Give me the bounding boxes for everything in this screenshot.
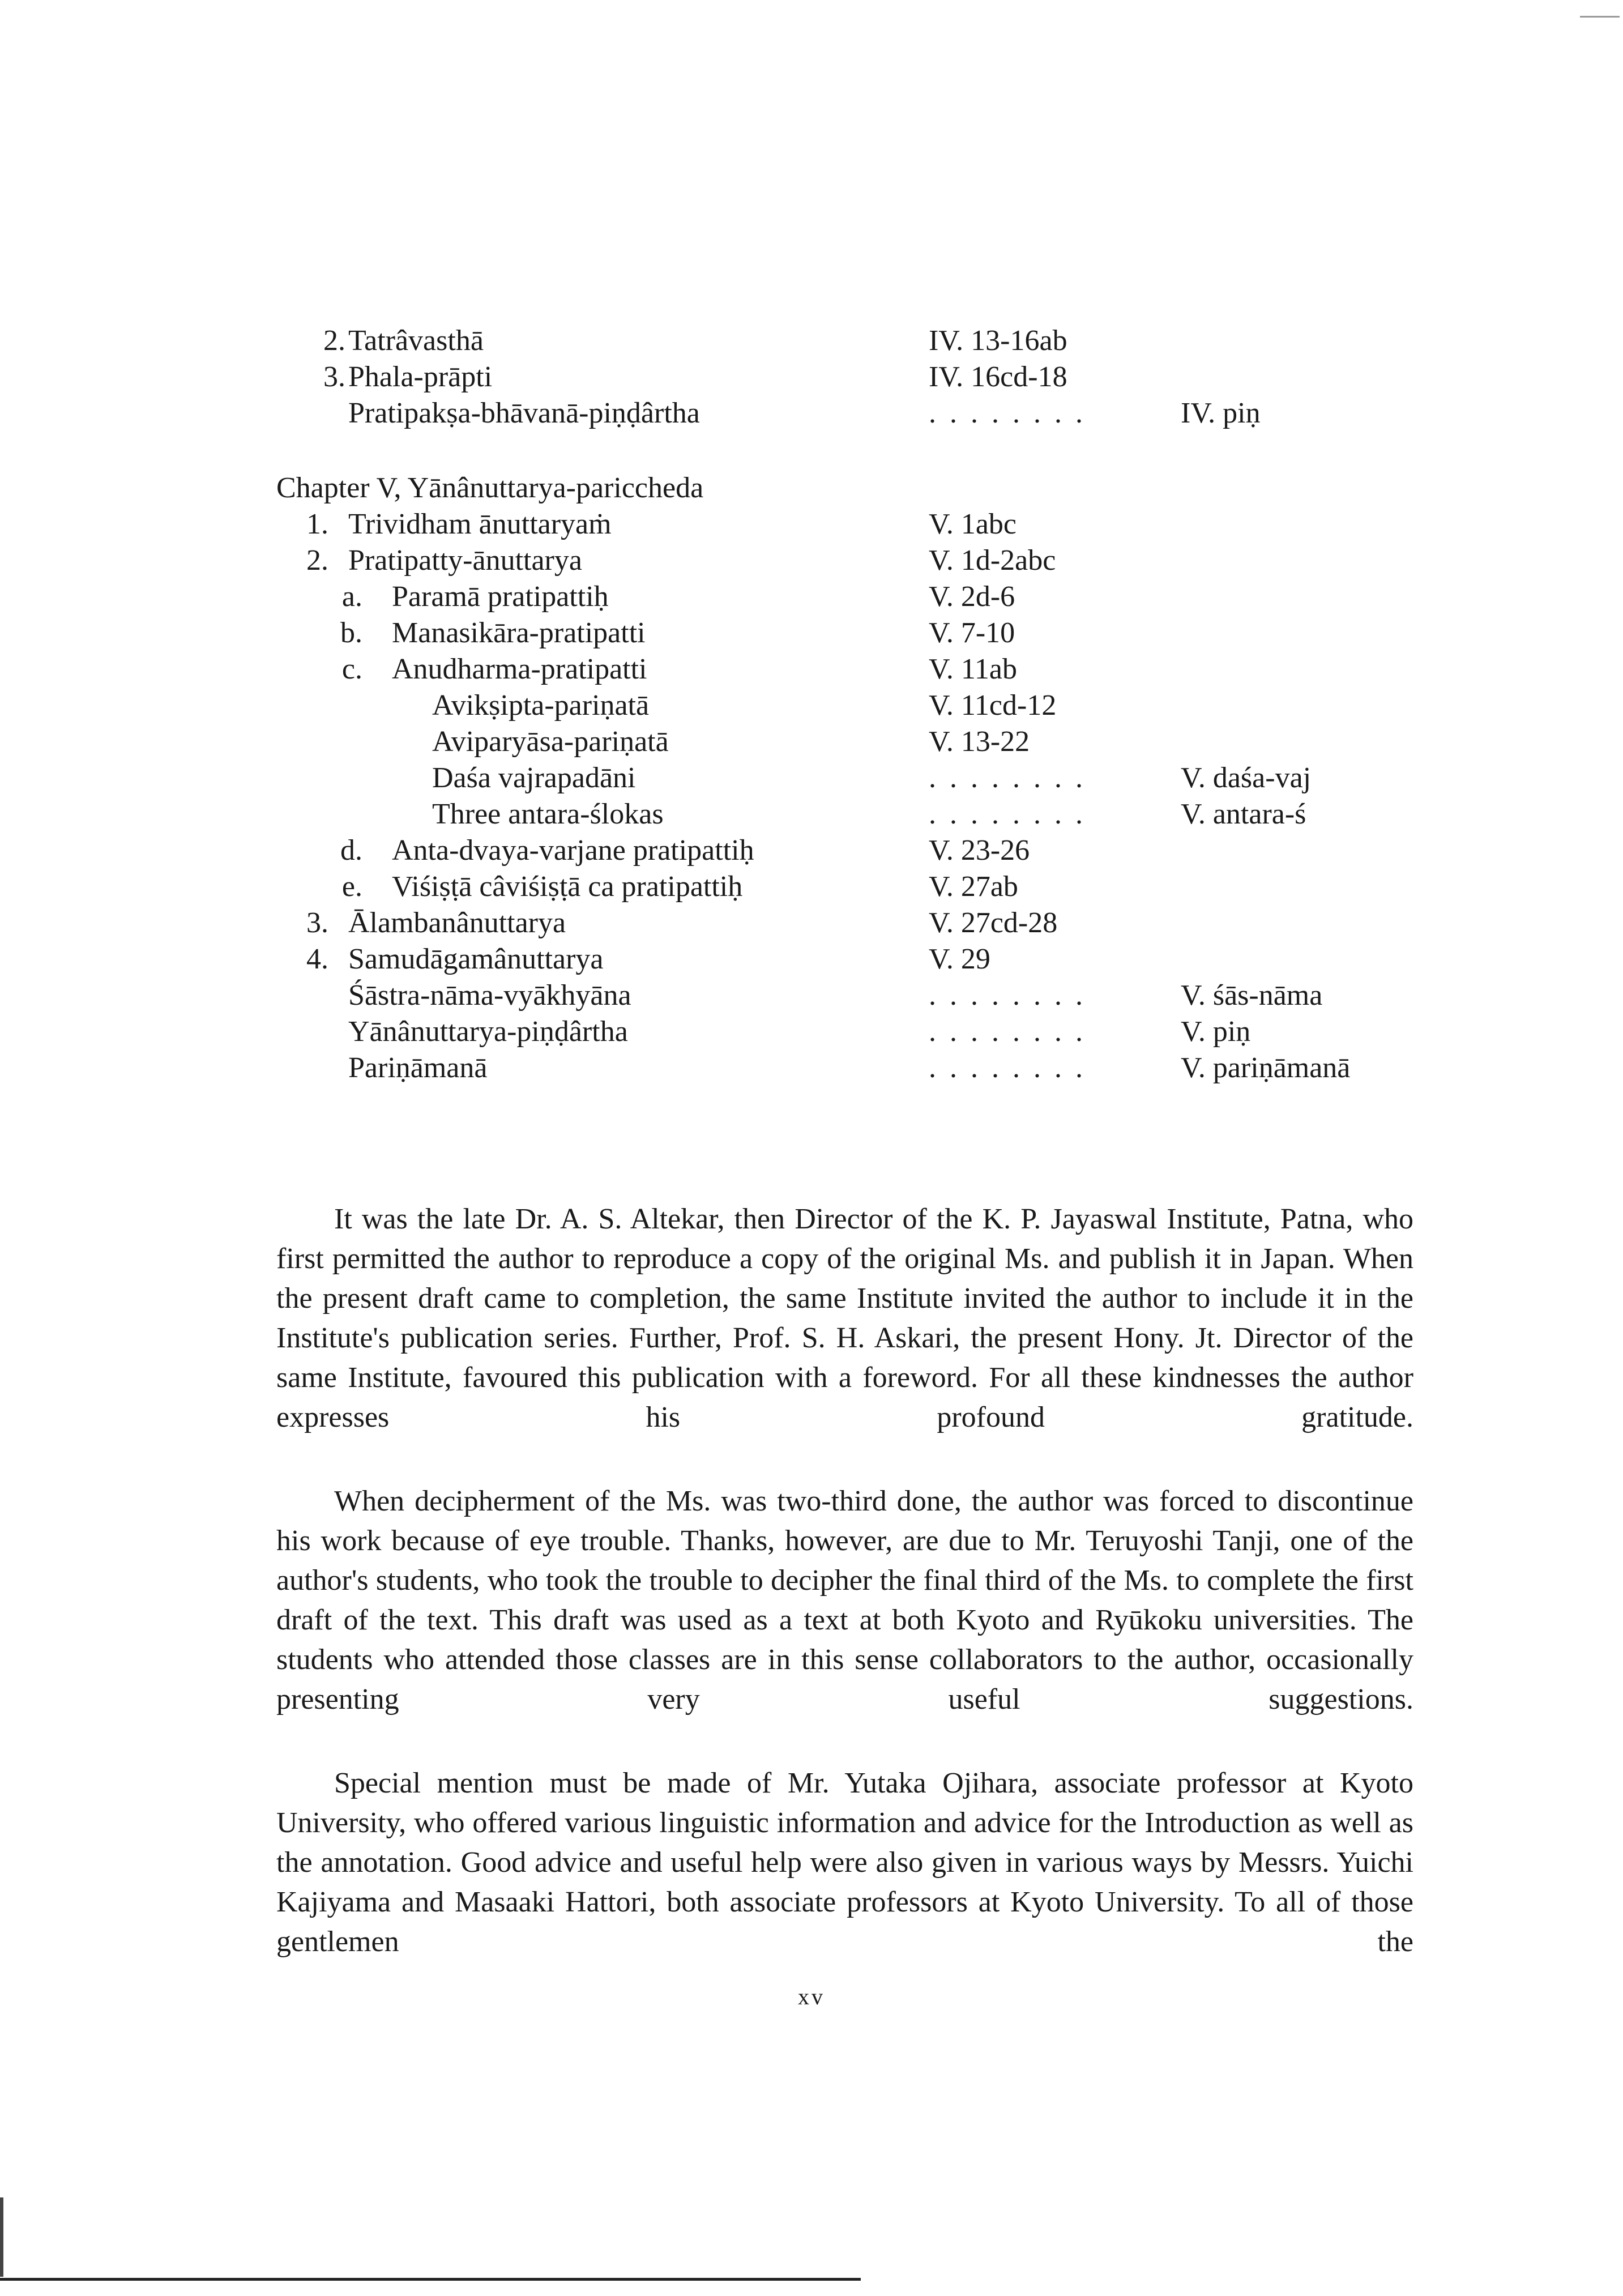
toc-title: Pariṇāmanā (348, 1052, 488, 1084)
toc-title: Manasikāra-pratipatti (392, 617, 646, 649)
toc-verse-ref: IV. 16cd-18 (929, 361, 1067, 393)
toc-title: Yānânuttarya-piṇḍârtha (348, 1015, 628, 1048)
toc-abbreviation: IV. piṇ (1181, 397, 1261, 429)
toc-dot-leader: ........ (929, 1052, 1096, 1084)
toc-row (0, 905, 1623, 941)
toc-number: 3. (323, 361, 345, 393)
toc-title: Daśa vajrapadāni (432, 762, 636, 794)
toc-row (0, 833, 1623, 869)
toc-row (0, 688, 1623, 724)
toc-title: Viśiṣṭā câviśiṣṭā ca pratipattiḥ (392, 870, 743, 903)
toc-title: Pratipakṣa-bhāvanā-piṇḍârtha (348, 397, 700, 429)
toc-row (0, 543, 1623, 579)
toc-title: Paramā pratipattiḥ (392, 581, 609, 613)
toc-verse-ref: V. 1d-2abc (929, 544, 1056, 577)
toc-dot-leader: ........ (929, 979, 1096, 1012)
toc-title: Aviparyāsa-pariṇatā (432, 725, 669, 758)
toc-title: Three antara-ślokas (432, 798, 664, 830)
toc-number: 4. (306, 943, 328, 975)
toc-number: 1. (306, 508, 328, 540)
body-paragraph: When decipherment of the Ms. was two-third done, the author was forced to discontinue his work because of eye trouble. Thanks, however, are due to Mr. Teruyoshi Tanji, one of the author's students, who took the trouble to decipher the final third of the Ms. to complete the first draft of the text. This draft was used as a text at both Kyoto and Ryūkoku universities. The students who attended those classes are in this sense collaborators to the author, occasionally presenting very useful suggestions. (276, 1485, 1413, 1715)
toc-verse-ref: V. 29 (929, 943, 990, 975)
toc-abbreviation: V. piṇ (1181, 1015, 1251, 1048)
toc-number: 2. (306, 544, 328, 577)
toc-verse-ref: IV. 13-16ab (929, 325, 1067, 357)
toc-title: Anta-dvaya-varjane pratipattiḥ (392, 834, 754, 867)
toc-number: c. (341, 653, 362, 685)
toc-verse-ref: V. 2d-6 (929, 581, 1015, 613)
toc-dot-leader: ........ (929, 397, 1096, 429)
toc-row (0, 615, 1623, 651)
toc-row (0, 978, 1623, 1014)
toc-row (0, 724, 1623, 760)
toc-row (0, 651, 1623, 688)
body-paragraph: Special mention must be made of Mr. Yutaka Ojihara, associate professor at Kyoto University, who offered various linguistic information and advice for the Introduction as well as the annotation. Good advice and useful help were also given in various ways by Messrs. Yuichi Kajiyama and Masaaki Hattori, both associate professors at Kyoto University. To all of those gentlemen the (276, 1767, 1413, 1958)
toc-title: Trividham ānuttaryaṁ (348, 508, 612, 540)
page-number: xv (798, 1984, 825, 2009)
toc-abbreviation: V. śās-nāma (1181, 979, 1323, 1012)
toc-chapter-heading (0, 470, 1623, 506)
toc-number: 3. (306, 907, 328, 939)
toc-row (0, 1014, 1623, 1050)
toc-dot-leader: ........ (929, 762, 1096, 794)
toc-dot-leader: ........ (929, 798, 1096, 830)
toc-row (0, 869, 1623, 905)
toc-number: d. (340, 834, 362, 867)
toc-verse-ref: V. 27ab (929, 870, 1018, 903)
toc-abbreviation: V. pariṇāmanā (1181, 1052, 1351, 1084)
toc-row (0, 579, 1623, 615)
toc-title: Chapter V, Yānânuttarya-pariccheda (276, 472, 704, 504)
toc-verse-ref: V. 7-10 (929, 617, 1015, 649)
toc-number: b. (340, 617, 362, 649)
toc-row (0, 395, 1623, 432)
toc-abbreviation: V. antara-ś (1181, 798, 1306, 830)
toc-title: Anudharma-pratipatti (392, 653, 647, 685)
toc-verse-ref: V. 1abc (929, 508, 1017, 540)
toc-number: a. (341, 581, 362, 613)
toc-title: Samudāgamânuttarya (348, 943, 604, 975)
toc-verse-ref: V. 11cd-12 (929, 689, 1057, 722)
toc-verse-ref: V. 23-26 (929, 834, 1030, 867)
toc-title: Pratipatty-ānuttarya (348, 544, 582, 577)
scan-edge-line (0, 2197, 3, 2277)
toc-number: e. (341, 870, 362, 903)
toc-title: Tatrâvasthā (348, 325, 484, 357)
toc-title: Śāstra-nāma-vyākhyāna (348, 979, 631, 1012)
body-paragraph: It was the late Dr. A. S. Altekar, then Director of the K. P. Jayaswal Institute, Patna, who first permitted the author to reproduce a copy of the original Ms. and publish it in Japan. When the present draft came to completion, the same Institute invited the author to include it in the Institute's publication series. Further, Prof. S. H. Askari, the present Hony. Jt. Director of the same Institute, favoured this publication with a foreword. For all these kindnesses the author expresses his profound gratitude. (276, 1203, 1413, 1433)
toc-row (0, 941, 1623, 978)
toc-row (0, 1050, 1623, 1086)
scan-edge-line (1580, 16, 1620, 18)
toc-row (0, 760, 1623, 796)
toc-title: Ālambanânuttarya (348, 907, 566, 939)
toc-title: Phala-prāpti (348, 361, 493, 393)
toc-title: Avikṣipta-pariṇatā (432, 689, 650, 722)
toc-verse-ref: V. 27cd-28 (929, 907, 1058, 939)
toc-number: 2. (323, 325, 345, 357)
toc-verse-ref: V. 11ab (929, 653, 1017, 685)
toc-abbreviation: V. daśa-vaj (1181, 762, 1312, 794)
toc-dot-leader: ........ (929, 1015, 1096, 1048)
toc-row (0, 506, 1623, 543)
toc-row (0, 796, 1623, 833)
toc-row (0, 359, 1623, 395)
scan-edge-line (0, 2278, 861, 2281)
table-of-contents (0, 0, 1623, 1133)
toc-verse-ref: V. 13-22 (929, 725, 1030, 758)
toc-row (0, 323, 1623, 359)
